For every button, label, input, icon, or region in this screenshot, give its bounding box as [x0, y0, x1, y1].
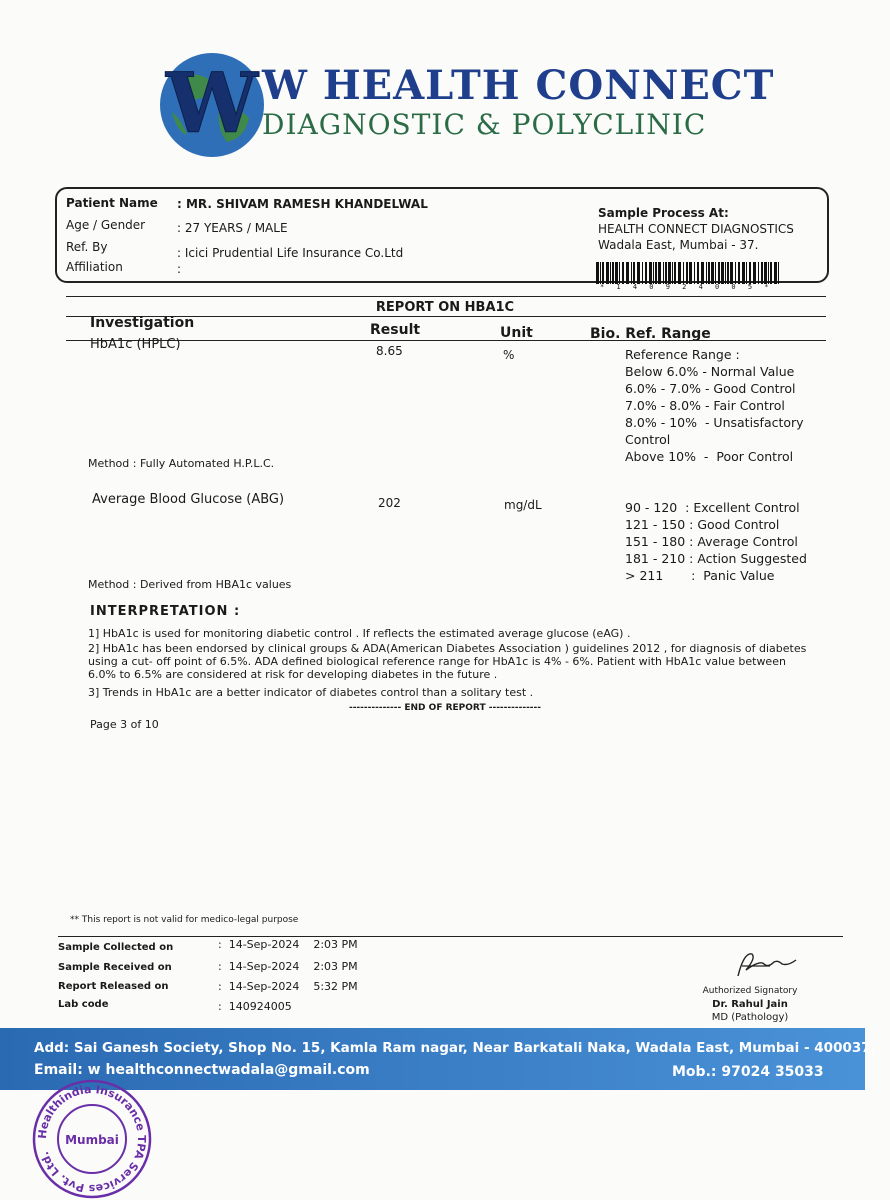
interpretation-point: 3] Trends in HbA1c are a better indicator of diabetes control than a solitary test .	[88, 686, 534, 699]
affiliation-value: :	[177, 262, 182, 276]
barcode-number: * 1 4 0 9 2 4 0 0 5 *	[600, 283, 773, 291]
age-gender-value: : 27 YEARS / MALE	[177, 221, 288, 235]
brand-title: W HEALTH CONNECT	[262, 62, 775, 109]
svg-text:Healthindia Insurance TPA Serv: Healthindia Insurance TPA Services Pvt. Ltd.	[35, 1082, 149, 1196]
svg-text:Mumbai: Mumbai	[65, 1133, 119, 1147]
ref-by-value: : Icici Prudential Life Insurance Co.Ltd	[177, 246, 404, 260]
test-name: HbA1c (HPLC)	[90, 337, 181, 352]
test-method: Method : Derived from HBA1c values	[88, 578, 292, 591]
contact-address: Add: Sai Ganesh Society, Shop No. 15, Kamla Ram nagar, Near Barkatali Naka, Wadala East, Mumbai - 400037.	[34, 1040, 876, 1056]
logo-letter: W	[165, 56, 259, 152]
logo-globe-icon	[157, 50, 267, 160]
test-unit: mg/dL	[504, 498, 542, 512]
patient-name-value: : MR. SHIVAM RAMESH KHANDELWAL	[177, 197, 428, 211]
age-gender-label: Age / Gender	[66, 218, 146, 232]
ref-by-label: Ref. By	[66, 240, 108, 254]
sample-process-lab: HEALTH CONNECT DIAGNOSTICS	[598, 222, 794, 236]
sample-collected-label: Sample Collected on	[58, 942, 174, 953]
column-result: Result	[370, 322, 421, 338]
interpretation-point: 2] HbA1c has been endorsed by clinical groups & ADA(American Diabetes Association ) guidelines 2012 , for diagnosis of diabetes using a cut- off point of 6.5%. ADA defined biological reference range for HbA1c is 4% - 6%. Patient with HbA1c value between 6.0% to 6.5% are considered at risk for developing diabetes in the future .	[88, 642, 807, 681]
test-unit: %	[503, 348, 515, 362]
interpretation-title: INTERPRETATION :	[90, 604, 241, 619]
test-result: 8.65	[376, 344, 403, 358]
sample-process-title: Sample Process At:	[598, 206, 729, 220]
barcode	[596, 262, 780, 284]
sample-collected-value: : 14-Sep-2024 2:03 PM	[218, 938, 358, 951]
page-number: Page 3 of 10	[90, 718, 159, 731]
report-title: REPORT ON HBA1C	[375, 300, 515, 315]
test-reference-range: Reference Range : Below 6.0% - Normal Value 6.0% - 7.0% - Good Control 7.0% - 8.0% - Fair Control 8.0% - 10% - Unsatisfactory Control Above 10% - Poor Control	[625, 347, 804, 464]
signatory-name: Dr. Rahul Jain	[712, 999, 788, 1010]
report-released-value: : 14-Sep-2024 5:32 PM	[218, 980, 358, 993]
disclaimer: ** This report is not valid for medico-legal purpose	[70, 915, 299, 925]
signatory-title: Authorized Signatory	[702, 986, 798, 996]
interpretation-point: 1] HbA1c is used for monitoring diabetic control . If reflects the estimated average glucose (eAG) .	[88, 627, 631, 640]
lab-code-value: : 140924005	[218, 1000, 292, 1013]
signature-image	[730, 948, 802, 980]
test-reference-range: 90 - 120 : Excellent Control 121 - 150 : Good Control 151 - 180 : Average Control 181 - 210 : Action Suggested > 211 : Panic Value	[625, 500, 807, 583]
test-method: Method : Fully Automated H.P.L.C.	[88, 457, 275, 470]
sample-received-value: : 14-Sep-2024 2:03 PM	[218, 960, 358, 973]
sample-received-label: Sample Received on	[58, 962, 172, 973]
contact-email: Email: w healthconnectwadala@gmail.com	[34, 1062, 370, 1078]
column-range: Bio. Ref. Range	[590, 326, 711, 342]
column-unit: Unit	[500, 325, 533, 341]
signatory-degree: MD (Pathology)	[711, 1012, 789, 1023]
report-released-label: Report Released on	[58, 981, 169, 992]
end-of-report: -------------- END OF REPORT --------------	[348, 703, 542, 713]
brand-subtitle: DIAGNOSTIC & POLYCLINIC	[262, 108, 707, 141]
stamp-seal	[30, 1078, 154, 1200]
patient-name-label: Patient Name	[66, 196, 158, 210]
test-name: Average Blood Glucose (ABG)	[92, 492, 285, 507]
lab-code-label: Lab code	[58, 999, 109, 1010]
sample-process-address: Wadala East, Mumbai - 37.	[598, 238, 759, 252]
divider	[58, 936, 843, 937]
divider	[66, 296, 826, 297]
affiliation-label: Affiliation	[66, 260, 123, 274]
contact-mobile: Mob.: 97024 35033	[672, 1064, 824, 1080]
test-result: 202	[378, 496, 401, 510]
column-investigation: Investigation	[90, 315, 195, 331]
